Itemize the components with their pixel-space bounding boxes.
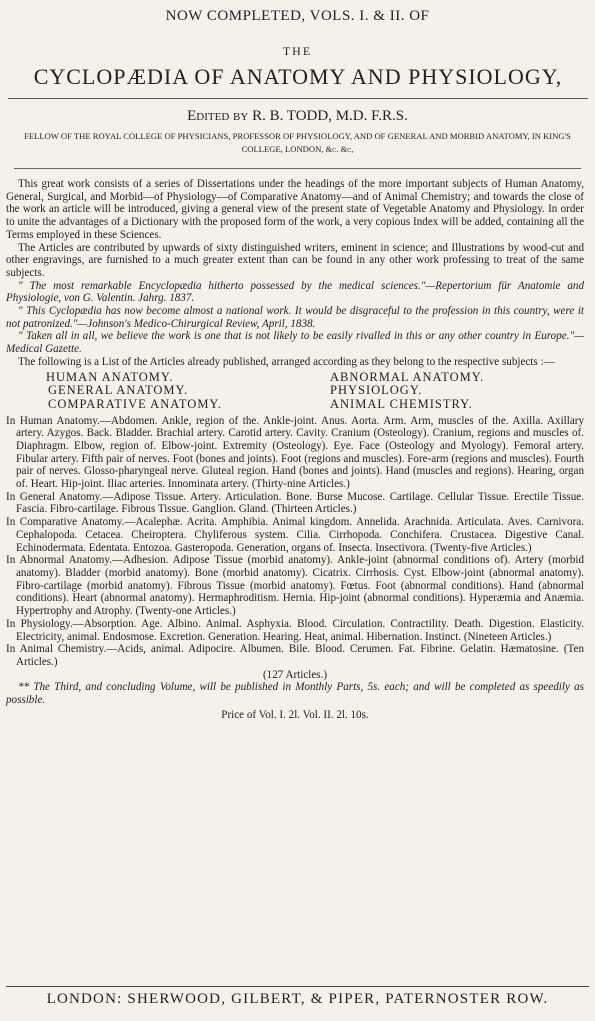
- subject-heading: COMPARATIVE ANATOMY.: [48, 396, 222, 411]
- page-title: CYCLOPÆDIA OF ANATOMY AND PHYSIOLOGY,: [8, 64, 588, 99]
- articles-abnormal-anatomy: In Abnormal Anatomy.—Adhesion. Adipose Tissue (morbid anatomy). Ankle-joint (abnormal conditions of). Artery (morbid anatomy). Bladder (morbid anatomy). Bone (morbid anatomy). Cicatrix. Cirrhosis. Cyst. Elbow-joint (abnormal anatomy). Fibro-cartilage (morbid anatomy). Fibrous Tissue (morbid anatomy). Fœtus. Foot (abnormal conditions). Hand (abnormal conditions). Heart (abnormal anatomy). Hermaphroditism. Hernia. Hip-joint (abnormal conditions). Hyperæmia and Anæmia. Hypertrophy and Atrophy. (Twenty-one Articles.): [6, 554, 584, 618]
- articles-physiology: In Physiology.—Absorption. Age. Albino. Animal. Asphyxia. Blood. Circulation. Contractility. Death. Digestion. Elasticity. Electricity, animal. Endosmose. Excretion. Generation. Hearing. Heat, animal. Hibernation. Instinct. (Nineteen Articles.): [6, 617, 584, 643]
- editor-credentials: FELLOW OF THE ROYAL COLLEGE OF PHYSICIANS, PROFESSOR OF PHYSIOLOGY, AND OF GENERAL AND MORBID ANATOMY, IN KING'S COLLEGE, LONDON, &c. &c,: [24, 131, 571, 154]
- header-the: THE: [282, 44, 313, 58]
- subject-heading: PHYSIOLOGY.: [330, 383, 423, 398]
- subject-heading: ANIMAL CHEMISTRY.: [330, 396, 473, 411]
- review-quote: " This Cyclopædia has now become almost a national work. It would be disgraceful to the profession in this country, were it not patronized."—Johnson's Medico-Chirurgical Review, April, 1838.: [6, 305, 584, 330]
- articles-animal-chemistry: In Animal Chemistry.—Acids, animal. Adipocire. Albumen. Bile. Blood. Cerumen. Fat. Fibrine. Gelatin. Hæmatosine. (Ten Articles.): [6, 643, 584, 668]
- list-intro: The following is a List of the Articles already published, arranged according as they belong to the respective subjects :—: [18, 355, 555, 368]
- review-quote: " The most remarkable Encyclopædia hitherto possessed by the medical sciences."—Repertorium für Anatomie and Physiologie, von G. Valentin. Jahrg. 1837.: [6, 279, 584, 305]
- articles-comparative-anatomy: In Comparative Anatomy.—Acalephæ. Acrita. Amphibia. Animal kingdom. Annelida. Arachnida. Articulata. Aves. Carnivora. Cephalopoda. Cetacea. Cheiroptera. Chyliferous system. Cilia. Cirrhopoda. Conchifera. Crustacea. Digestive Canal. Echinodermata. Edentata. Entozoa. Gasteropoda. Generation, organs of. Insecta. Insectivora. (Twenty-five Articles.): [6, 516, 584, 554]
- subject-heading: GENERAL ANATOMY.: [48, 383, 189, 398]
- divider: [14, 168, 581, 169]
- subject-column-right: [330, 371, 484, 412]
- article-list: [6, 415, 584, 669]
- subject-heading: ABNORMAL ANATOMY.: [330, 369, 485, 384]
- contributors-paragraph: The Articles are contributed by upwards of sixty distinguished writers, eminent in science; and Illustrations by wood-cut and other engravings, are furnished to a much greater extent than can be found in any other work professing to treat of the same subjects.: [6, 241, 584, 279]
- header-completed-line: NOW COMPLETED, VOLS. I. & II. OF: [165, 8, 430, 24]
- price-line: Price of Vol. I. 2l. Vol. II. 2l. 10s.: [221, 708, 369, 721]
- articles-general-anatomy: In General Anatomy.—Adipose Tissue. Artery. Articulation. Bone. Burse Mucose. Cartilage. Cellular Tissue. Erectile Tissue. Fascia. Fibro-cartilage. Fibrous Tissue. Ganglion. Gland. (Thirteen Articles.): [6, 490, 584, 516]
- articles-human-anatomy: In Human Anatomy.—Abdomen. Ankle, region of the. Ankle-joint. Anus. Aorta. Arm. Arm, muscles of the. Axilla. Axillary artery. Azygos. Back. Bladder. Brachial artery. Carotid artery. Cavity. Cranium (Osteology). Cranium, regions and muscles of. Diaphragm. Elbow, region of. Elbow-joint. Extremity (Osteology). Eye. Face (Osteology and Myology). Femoral artery. Fibular artery. Fifth pair of nerves. Foot (bones and joints). Foot (regions and muscles). Fore-arm (regions and muscles). Fourth pair of nerves. Glosso-pharyngeal nerve. Gluteal region. Hand (bones and joints). Hand (muscles and regions). Hearing, organ of. Heart. Hip-joint. Iliac arteries. Innominata artery. (Thirty-nine Articles.): [6, 414, 584, 491]
- article-total: (127 Articles.): [262, 668, 328, 681]
- subject-headings: [30, 371, 570, 413]
- review-quote: " Taken all in all, we believe the work is one that is not likely to be easily rivalled in this or any other country in Europe."—Medical Gazette.: [6, 330, 584, 356]
- subject-heading: HUMAN ANATOMY.: [46, 369, 174, 384]
- volume-notice: ** The Third, and concluding Volume, will be published in Monthly Parts, 5s. each; and will be completed as speedily as possible.: [6, 681, 584, 707]
- publisher-line: LONDON: SHERWOOD, GILBERT, & PIPER, PATERNOSTER ROW.: [6, 986, 589, 1008]
- intro-paragraph: This great work consists of a series of Dissertations under the headings of the more important subjects of Human Anatomy, General, Surgical, and Morbid—of Physiology—of Comparative Anatomy—and of Animal Chemistry; and towards the close of the work an article will be introduced, giving a general view of the present state of Vegetable Anatomy and Physiology. In order to unite the advantages of a Dictionary with the proposed form of the work, a very copious Index will be added, containing all the Terms employed in these Sciences.: [6, 178, 584, 241]
- main-text: [6, 178, 584, 721]
- subject-column-left: [46, 371, 222, 412]
- edited-by: Edited by R. B. TODD, M.D. F.R.S.: [187, 108, 408, 124]
